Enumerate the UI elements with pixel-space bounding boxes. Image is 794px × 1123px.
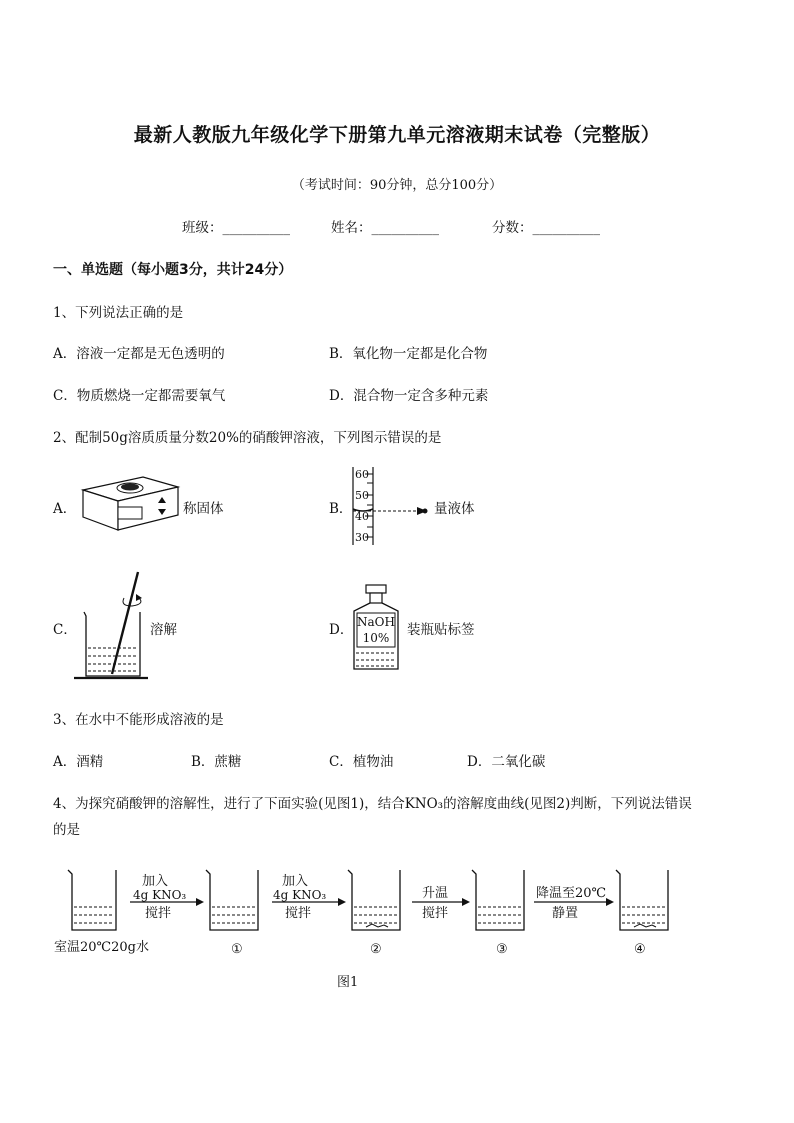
question-3-option-d: D．二氧化碳: [467, 754, 546, 770]
tick-label: 60: [355, 468, 369, 481]
start-label: 室温20℃20g水: [54, 940, 149, 955]
figure-caption: 图1: [337, 975, 359, 990]
tick-label: 30: [355, 531, 369, 544]
reagent-bottle-icon: [350, 583, 402, 671]
question-2-stem: 2、配制50g溶质质量分数20%的硝酸钾溶液，下列图示错误的是: [53, 430, 442, 446]
question-1-stem: 1、下列说法正确的是: [53, 305, 184, 321]
step3-top: 升温: [422, 886, 449, 901]
label-3: ③: [496, 942, 508, 957]
question-2-option-d-caption: 装瓶贴标签: [407, 622, 475, 638]
question-2-option-c-letter: C．: [53, 622, 77, 638]
page-title: 最新人教版九年级化学下册第九单元溶液期末试卷（完整版）: [133, 124, 661, 146]
question-2-option-a-letter: A．: [53, 501, 77, 517]
balance-icon: [78, 475, 188, 535]
label-2: ②: [370, 942, 382, 957]
question-2-option-b-letter: B．: [329, 501, 353, 517]
beaker-1: [206, 870, 258, 930]
bottle-label-line2: 10%: [362, 631, 390, 645]
beaker-2: [348, 870, 400, 930]
question-1-option-b: B．氧化物一定都是化合物: [329, 346, 488, 362]
name-field: 姓名：__________: [331, 220, 439, 236]
question-3-stem: 3、在水中不能形成溶液的是: [53, 712, 224, 728]
step4-bot: 静置: [552, 906, 579, 921]
question-3-option-a: A．酒精: [53, 754, 104, 770]
beaker-4: [616, 870, 668, 930]
beaker-3: [472, 870, 524, 930]
class-field: 班级：__________: [182, 220, 290, 236]
bottle-label-line1: NaOH: [357, 615, 395, 629]
experiment-figure-1: [50, 865, 690, 960]
step1-mid: 4g KNO₃: [133, 888, 187, 902]
question-3-option-b: B．蔗糖: [191, 754, 242, 770]
step4-top: 降温至20℃: [536, 886, 607, 901]
step2-bot: 搅拌: [285, 906, 312, 921]
step1-top: 加入: [142, 874, 169, 889]
question-3-option-c: C．植物油: [329, 754, 394, 770]
step2-top: 加入: [282, 874, 309, 889]
score-field: 分数：__________: [492, 220, 600, 236]
beaker-start: [68, 870, 116, 930]
question-2-option-a-caption: 称固体: [183, 501, 224, 517]
beaker-stirring-icon: [74, 570, 154, 682]
step2-mid: 4g KNO₃: [273, 888, 327, 902]
question-2-option-c-caption: 溶解: [150, 622, 177, 638]
tick-label: 50: [355, 489, 369, 502]
exam-time-note: （考试时间：90分钟，总分100分）: [291, 178, 503, 193]
step1-bot: 搅拌: [145, 906, 172, 921]
label-4: ④: [634, 942, 646, 957]
graduated-cylinder-icon: [345, 465, 435, 547]
question-1-option-a: A．溶液一定都是无色透明的: [53, 346, 225, 362]
question-1-option-c: C．物质燃烧一定都需要氧气: [53, 388, 226, 404]
question-2-option-b-caption: 量液体: [434, 501, 475, 517]
label-1: ①: [231, 942, 243, 957]
question-4-stem-line2: 的是: [53, 822, 80, 838]
tick-label: 40: [355, 510, 369, 523]
question-1-option-d: D．混合物一定含多种元素: [329, 388, 489, 404]
question-2-option-d-letter: D．: [329, 622, 354, 638]
section-heading: 一、单选题（每小题3分，共计24分）: [53, 262, 293, 278]
question-4-stem-line1: 4、为探究硝酸钾的溶解性，进行了下面实验(见图1)，结合KNO₃的溶解度曲线(见图2)判断，下列说法错误: [53, 796, 692, 812]
step3-bot: 搅拌: [422, 906, 449, 921]
